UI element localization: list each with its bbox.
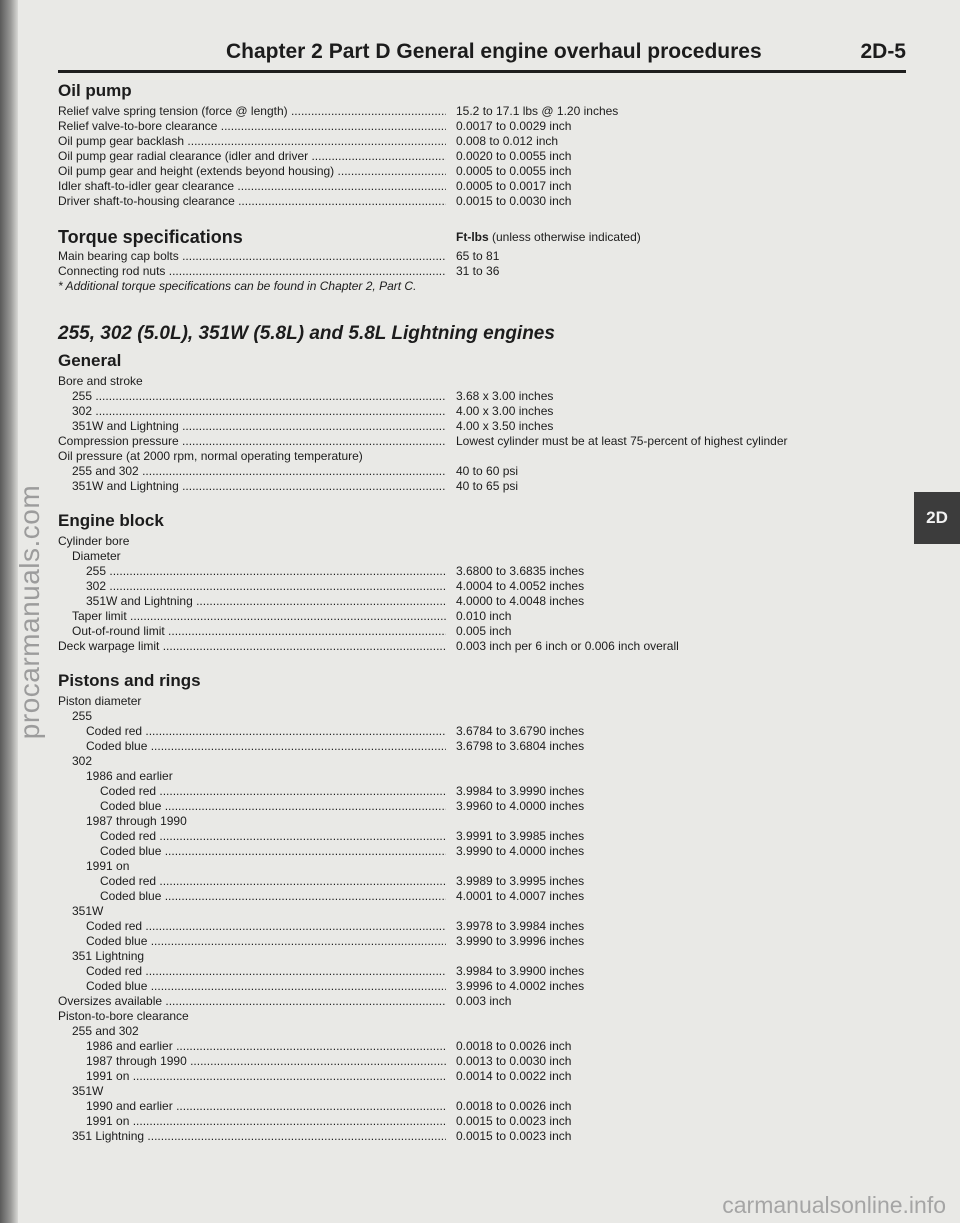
spec-value: 0.0015 to 0.0023 inch [456, 1129, 572, 1143]
torque-units-bold: Ft-lbs [456, 230, 489, 244]
spec-label-text: Oil pump gear radial clearance (idler and driver ..... [58, 149, 446, 164]
spec-label [86, 964, 446, 979]
spec-row [58, 1054, 906, 1069]
engine-block-heading: Engine block [58, 511, 164, 530]
torque-specs [58, 249, 906, 279]
spec-label [58, 194, 446, 209]
spec-label-text: Deck warpage limit ..... [58, 639, 446, 654]
spec-row [58, 739, 906, 754]
spec-row [58, 1039, 906, 1054]
spec-label [58, 149, 446, 164]
spec-label-text: Piston-to-bore clearance [58, 1009, 189, 1023]
spec-label [72, 389, 446, 404]
spec-row [58, 1009, 906, 1024]
spec-row [58, 609, 906, 624]
spec-value: 0.0018 to 0.0026 inch [456, 1099, 572, 1113]
spec-label-text: Coded red ..... [86, 919, 446, 934]
spec-row [58, 994, 906, 1009]
spec-row [58, 264, 906, 279]
spec-label [72, 709, 446, 724]
spec-label-text: Coded red ..... [86, 724, 446, 739]
spec-label [72, 624, 446, 639]
spec-row [58, 564, 906, 579]
spec-label [72, 1129, 446, 1144]
pistons-specs [58, 694, 906, 1144]
spec-label-text: 255 and 302 ..... [72, 464, 446, 479]
torque-heading-row [58, 225, 906, 249]
spec-row [58, 1069, 906, 1084]
spec-row [58, 119, 906, 134]
left-watermark [10, 0, 50, 1223]
spec-label-text: Coded red ..... [100, 874, 446, 889]
general-heading: General [58, 351, 122, 370]
spec-value: 3.9990 to 3.9996 inches [456, 934, 585, 948]
spec-label [100, 874, 446, 889]
spec-row [58, 769, 906, 784]
torque-units [456, 230, 641, 244]
spec-label [86, 979, 446, 994]
spec-label [100, 889, 446, 904]
spec-label [58, 1009, 446, 1024]
spec-row [58, 949, 906, 964]
spec-row [58, 389, 906, 404]
spec-value: 3.6798 to 3.6804 inches [456, 739, 585, 753]
spec-value: 0.0005 to 0.0055 inch [456, 164, 572, 178]
spec-row [58, 694, 906, 709]
spec-label [86, 1069, 446, 1084]
spec-label-text: 255 [72, 709, 93, 723]
spec-row [58, 104, 906, 119]
spec-row [58, 829, 906, 844]
spec-row [58, 784, 906, 799]
spec-value: 3.6784 to 3.6790 inches [456, 724, 585, 738]
spec-content [58, 80, 906, 1144]
spec-row [58, 1024, 906, 1039]
spec-row [58, 249, 906, 264]
spec-value: 15.2 to 17.1 lbs @ 1.20 inches [456, 104, 619, 118]
spec-row [58, 549, 906, 564]
spec-label [100, 844, 446, 859]
spec-value: 0.0020 to 0.0055 inch [456, 149, 572, 163]
spec-label-text: 1987 through 1990 ..... [86, 1054, 446, 1069]
spec-label-text: Idler shaft-to-idler gear clearance ..... [58, 179, 446, 194]
spec-label [72, 754, 446, 769]
spec-row [58, 449, 906, 464]
spec-row [58, 844, 906, 859]
spec-label-text: Piston diameter [58, 694, 142, 708]
spec-row [58, 1084, 906, 1099]
spec-label [72, 1084, 446, 1099]
spec-row [58, 579, 906, 594]
spec-row [58, 534, 906, 549]
spec-label-text: Main bearing cap bolts ..... [58, 249, 446, 264]
spec-label [86, 579, 446, 594]
spec-row [58, 814, 906, 829]
spec-label-text: 255 ..... [72, 389, 446, 404]
spec-value: 3.9996 to 4.0002 inches [456, 979, 585, 993]
spec-label-text: Taper limit ..... [72, 609, 446, 624]
spec-label [58, 994, 446, 1009]
spec-value: 40 to 60 psi [456, 464, 519, 478]
spec-row [58, 904, 906, 919]
spec-label [72, 464, 446, 479]
spec-label [86, 1054, 446, 1069]
spec-row [58, 134, 906, 149]
spec-row [58, 624, 906, 639]
spec-value: 0.003 inch [456, 994, 512, 1008]
spec-label-text: Relief valve-to-bore clearance ..... [58, 119, 446, 134]
spec-label [58, 134, 446, 149]
spec-label-text: 351W and Lightning ..... [72, 479, 446, 494]
spec-label [58, 374, 446, 389]
spec-value: 4.0000 to 4.0048 inches [456, 594, 585, 608]
spec-row [58, 859, 906, 874]
spec-label-text: Bore and stroke [58, 374, 143, 388]
spec-value: 3.9989 to 3.9995 inches [456, 874, 585, 888]
spec-label-text: 351 Lightning ..... [72, 1129, 446, 1144]
spec-label [58, 264, 446, 279]
spec-label-text: Oversizes available ..... [58, 994, 446, 1009]
spec-label-text: Coded red ..... [100, 829, 446, 844]
spec-label [86, 1039, 446, 1054]
spec-row [58, 724, 906, 739]
spec-label-text: Coded red ..... [100, 784, 446, 799]
spec-row [58, 594, 906, 609]
oil-pump-heading: Oil pump [58, 81, 132, 100]
spec-label [72, 404, 446, 419]
spec-label [86, 1099, 446, 1114]
spec-row [58, 934, 906, 949]
spec-value: Lowest cylinder must be at least 75-percent of highest cylinder [456, 434, 788, 448]
spec-label-text: Coded blue ..... [86, 739, 446, 754]
spec-label [72, 549, 446, 564]
spec-label [72, 609, 446, 624]
spec-label-text: Oil pump gear and height (extends beyond housing) ..... [58, 164, 446, 179]
spec-row [58, 1114, 906, 1129]
spec-label [58, 639, 446, 654]
spec-label-text: 351 Lightning [72, 949, 145, 963]
spec-label [86, 739, 446, 754]
spec-label [58, 179, 446, 194]
spec-row [58, 374, 906, 389]
header-rule [58, 70, 906, 73]
spec-row [58, 799, 906, 814]
spec-row [58, 479, 906, 494]
spec-label [72, 419, 446, 434]
spec-label [100, 829, 446, 844]
spec-value: 0.0005 to 0.0017 inch [456, 179, 572, 193]
spec-label-text: Coded blue ..... [86, 979, 446, 994]
spec-row [58, 179, 906, 194]
spec-label-text: Relief valve spring tension (force @ length) ..... [58, 104, 446, 119]
spec-row [58, 874, 906, 889]
spec-value: 0.0013 to 0.0030 inch [456, 1054, 572, 1068]
spec-label [100, 799, 446, 814]
spec-value: 40 to 65 psi [456, 479, 519, 493]
spec-value: 0.005 inch [456, 624, 512, 638]
spec-row [58, 194, 906, 209]
spec-label [58, 164, 446, 179]
spec-row [58, 709, 906, 724]
spec-value: 0.003 inch per 6 inch or 0.006 inch overall [456, 639, 679, 653]
spec-value: 4.00 x 3.00 inches [456, 404, 554, 418]
spec-label [86, 724, 446, 739]
section-tab: 2D [914, 492, 960, 544]
spec-label [58, 434, 446, 449]
spec-value: 0.0017 to 0.0029 inch [456, 119, 572, 133]
spec-label-text: Coded blue ..... [100, 844, 446, 859]
spec-row [58, 164, 906, 179]
spec-label-text: 1991 on [86, 859, 130, 873]
spec-label-text: 302 ..... [72, 404, 446, 419]
spec-row [58, 419, 906, 434]
spec-value: 4.0004 to 4.0052 inches [456, 579, 585, 593]
pistons-heading: Pistons and rings [58, 671, 201, 690]
spec-label [72, 949, 446, 964]
spec-value: 0.008 to 0.012 inch [456, 134, 559, 148]
spec-label [86, 594, 446, 609]
spec-label [86, 814, 446, 829]
bottom-watermark: carmanualsonline.info [722, 1192, 946, 1218]
spec-value: 0.0014 to 0.0022 inch [456, 1069, 572, 1083]
oil-pump-specs [58, 104, 906, 209]
spec-label-text: 255 ..... [86, 564, 446, 579]
spec-label-text: 1991 on ..... [86, 1114, 446, 1129]
spec-label-text: Out-of-round limit ..... [72, 624, 446, 639]
spec-row [58, 434, 906, 449]
spec-value: 0.0015 to 0.0023 inch [456, 1114, 572, 1128]
torque-note: * Additional torque specifications can be found in Chapter 2, Part C. [58, 279, 417, 293]
spec-label-text: 1991 on ..... [86, 1069, 446, 1084]
spec-label-text: Cylinder bore [58, 534, 130, 548]
spec-row [58, 1099, 906, 1114]
spec-label-text: Connecting rod nuts ..... [58, 264, 446, 279]
spec-label-text: 351W and Lightning ..... [72, 419, 446, 434]
spec-value: 65 to 81 [456, 249, 500, 263]
spec-label [58, 119, 446, 134]
spec-label-text: Oil pump gear backlash ..... [58, 134, 446, 149]
torque-units-rest: (unless otherwise indicated) [488, 230, 641, 244]
spec-label-text: 302 ..... [86, 579, 446, 594]
spec-row [58, 979, 906, 994]
spec-label-text: Driver shaft-to-housing clearance ..... [58, 194, 446, 209]
spec-value: 3.9960 to 4.0000 inches [456, 799, 585, 813]
spec-value: 0.0018 to 0.0026 inch [456, 1039, 572, 1053]
spec-value: 0.010 inch [456, 609, 512, 623]
spec-label-text: 1986 and earlier ..... [86, 1039, 446, 1054]
spec-value: 3.9984 to 3.9990 inches [456, 784, 585, 798]
spec-row [58, 919, 906, 934]
spec-value: 3.9984 to 3.9900 inches [456, 964, 585, 978]
spec-label [58, 449, 446, 464]
spec-label-text: 1990 and earlier ..... [86, 1099, 446, 1114]
spec-label [72, 479, 446, 494]
spec-label [72, 904, 446, 919]
spec-value: 0.0015 to 0.0030 inch [456, 194, 572, 208]
spec-label-text: Coded blue ..... [86, 934, 446, 949]
spec-label [86, 564, 446, 579]
spec-row [58, 639, 906, 654]
spec-label-text: 302 [72, 754, 93, 768]
spec-label-text: Coded blue ..... [100, 889, 446, 904]
spec-label-text: 351W and Lightning ..... [86, 594, 446, 609]
torque-heading: Torque specifications [58, 227, 243, 247]
page-header [58, 40, 906, 70]
spec-value: 3.9990 to 4.0000 inches [456, 844, 585, 858]
spec-label [72, 1024, 446, 1039]
spec-label [86, 1114, 446, 1129]
chapter-title: Chapter 2 Part D General engine overhaul procedures [226, 40, 762, 63]
spec-label-text: Coded blue ..... [100, 799, 446, 814]
spec-label [86, 919, 446, 934]
spec-label-text: 1987 through 1990 [86, 814, 187, 828]
spec-label-text: 255 and 302 [72, 1024, 139, 1038]
spec-label-text: 351W [72, 904, 104, 918]
spec-label [58, 694, 446, 709]
spec-value: 4.00 x 3.50 inches [456, 419, 554, 433]
spec-label-text: Oil pressure (at 2000 rpm, normal operating temperature) [58, 449, 363, 463]
spec-value: 3.6800 to 3.6835 inches [456, 564, 585, 578]
spec-label-text: 1986 and earlier [86, 769, 173, 783]
spec-label [58, 104, 446, 119]
spec-label-text: Diameter [72, 549, 121, 563]
engine-block-specs [58, 534, 906, 654]
spec-label [58, 249, 446, 264]
spec-label [86, 934, 446, 949]
spec-label-text: 351W [72, 1084, 104, 1098]
spec-label-text: Compression pressure ..... [58, 434, 446, 449]
engine-family-title: 255, 302 (5.0L), 351W (5.8L) and 5.8L Lightning engines [58, 323, 555, 344]
spec-row [58, 964, 906, 979]
spec-label [100, 784, 446, 799]
spec-value: 4.0001 to 4.0007 inches [456, 889, 585, 903]
spec-row [58, 1129, 906, 1144]
spec-row [58, 404, 906, 419]
spec-label [86, 859, 446, 874]
spec-row [58, 889, 906, 904]
spec-row [58, 149, 906, 164]
spec-value: 31 to 36 [456, 264, 500, 278]
spec-value: 3.9991 to 3.9985 inches [456, 829, 585, 843]
left-watermark-text: procarmanuals.com [14, 484, 45, 740]
spec-value: 3.9978 to 3.9984 inches [456, 919, 585, 933]
spec-label [86, 769, 446, 784]
spec-row [58, 464, 906, 479]
general-specs [58, 374, 906, 494]
spec-row [58, 754, 906, 769]
spec-label-text: Coded red ..... [86, 964, 446, 979]
page-number: 2D-5 [860, 40, 906, 63]
spec-value: 3.68 x 3.00 inches [456, 389, 554, 403]
spec-label [58, 534, 446, 549]
